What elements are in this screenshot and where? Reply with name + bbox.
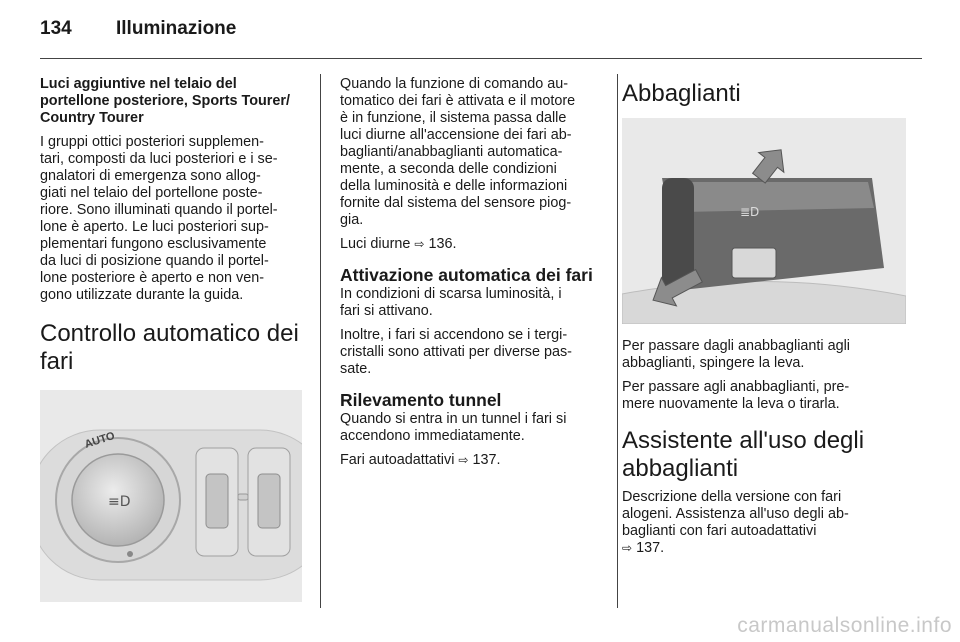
page-number: 134 — [40, 18, 72, 39]
svg-text:≣D: ≣D — [740, 205, 760, 219]
high-beam-lever-illustration — [622, 118, 906, 324]
reference-arrow-icon: ⇨ — [622, 541, 633, 555]
header-divider — [40, 58, 922, 59]
cross-reference: Fari autoadattativi ⇨ 137. — [340, 452, 501, 468]
body-paragraph: Descrizione della versione con fari alogeni. Assistenza all'uso degli ab- baglianti con fari autoadattativi ⇨ 137. — [622, 489, 849, 556]
page-title: Illuminazione — [116, 18, 237, 39]
auto-label: AUTO — [83, 429, 117, 451]
body-paragraph: Quando la funzione di comando au- tomatico dei fari è attivata e il motore è in funzione, il sistema passa dalle luci diurne all'accensione dei fari ab- baglianti/anabbaglianti automatica- mente, a seconda delle condizioni della luminosità e delle informazioni fornite dal sistema del sensore piog- gia. — [340, 76, 576, 228]
cross-reference: 137. — [636, 540, 665, 556]
light-switch-illustration — [40, 390, 302, 602]
column-divider-1 — [320, 74, 321, 608]
column-3 — [622, 76, 906, 564]
light-switch-figure — [40, 390, 302, 602]
body-paragraph: I gruppi ottici posteriori supplemen- tari, composti da luci posteriori e i se- gnalatori di emergenza sono allog- giati nel telaio del portellone poste- riore. Sono illuminati quando il portel- lone è aperto. Le luci posteriori sup- plementari fungono esclusivamente da luci di posizione quando il portel- lone posteriore è aperto e non ven- gono utilizzate durante la guida. — [40, 134, 278, 303]
section-heading: Rilevamento tunnel — [340, 390, 502, 410]
high-beam-lever-figure — [622, 118, 906, 324]
fog-light-icon: ≡D — [108, 494, 131, 510]
subsection-heading: Luci aggiuntive nel telaio del portellone posteriore, Sports Tourer/ Country Tourer — [40, 76, 291, 126]
body-paragraph: Inoltre, i fari si accendono se i tergi- cristalli sono attivati per diverse pas- sate. — [340, 327, 572, 377]
cross-reference: Luci diurne ⇨ 136. — [340, 236, 457, 252]
column-divider-2 — [617, 74, 618, 608]
column-2 — [340, 76, 606, 476]
section-heading: Attivazione automatica dei fari — [340, 265, 593, 285]
column-1 — [40, 76, 306, 602]
section-heading: Controllo automatico dei fari — [40, 320, 299, 375]
section-heading: Abbaglianti — [622, 80, 741, 107]
body-paragraph: Quando si entra in un tunnel i fari si accendono immediatamente. — [340, 411, 567, 444]
body-paragraph: Per passare dagli anabbaglianti agli abbaglianti, spingere la leva. — [622, 338, 851, 371]
reference-arrow-icon: ⇨ — [414, 237, 425, 251]
body-paragraph: In condizioni di scarsa luminosità, i fari si attivano. — [340, 286, 562, 319]
reference-arrow-icon: ⇨ — [458, 453, 469, 467]
watermark: carmanualsonline.info — [737, 614, 952, 637]
section-heading: Assistente all'uso degli abbaglianti — [622, 427, 865, 482]
lever-button — [732, 248, 776, 278]
body-paragraph: Per passare agli anabbaglianti, pre- mere nuovamente la leva o tirarla. — [622, 379, 850, 412]
